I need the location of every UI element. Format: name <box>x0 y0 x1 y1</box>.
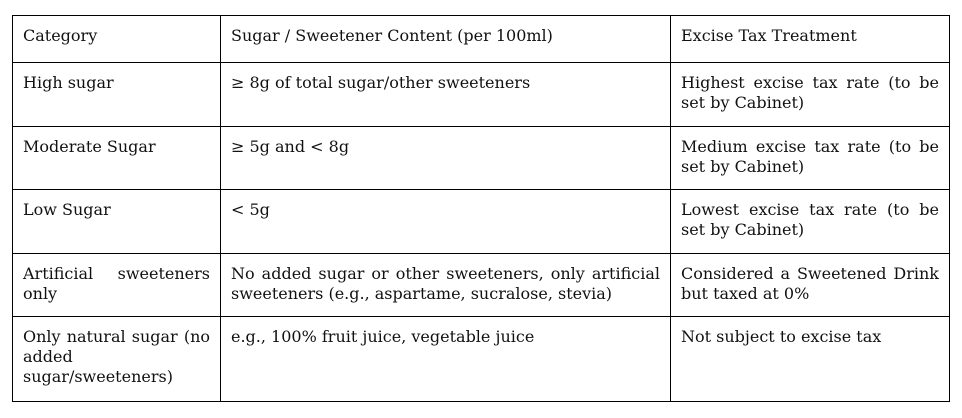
table-header-row <box>13 16 950 63</box>
table-row <box>13 254 950 317</box>
table-row <box>13 190 950 254</box>
cell-category: Only natural sugar (no added sugar/sweeteners) <box>13 317 221 402</box>
cell-category: Artificial sweeteners only <box>13 254 221 317</box>
table-row <box>13 63 950 127</box>
cell-excise-treatment: Medium excise tax rate (to be set by Cabinet) <box>671 127 950 190</box>
cell-sugar-content: No added sugar or other sweeteners, only artificial sweeteners (e.g., aspartame, sucralose, stevia) <box>221 254 671 317</box>
cell-excise-treatment: Considered a Sweetened Drink but taxed at 0% <box>671 254 950 317</box>
cell-sugar-content: ≥ 8g of total sugar/other sweeteners <box>221 63 671 127</box>
header-category: Category <box>13 16 221 63</box>
cell-category: Moderate Sugar <box>13 127 221 190</box>
header-sugar-content: Sugar / Sweetener Content (per 100ml) <box>221 16 671 63</box>
excise-tax-table <box>12 15 950 402</box>
table-row <box>13 317 950 402</box>
cell-sugar-content: < 5g <box>221 190 671 254</box>
cell-category: High sugar <box>13 63 221 127</box>
cell-excise-treatment: Lowest excise tax rate (to be set by Cabinet) <box>671 190 950 254</box>
cell-sugar-content: ≥ 5g and < 8g <box>221 127 671 190</box>
table-row <box>13 127 950 190</box>
cell-sugar-content: e.g., 100% fruit juice, vegetable juice <box>221 317 671 402</box>
cell-category: Low Sugar <box>13 190 221 254</box>
header-excise-treatment: Excise Tax Treatment <box>671 16 950 63</box>
cell-excise-treatment: Not subject to excise tax <box>671 317 950 402</box>
cell-excise-treatment: Highest excise tax rate (to be set by Cabinet) <box>671 63 950 127</box>
